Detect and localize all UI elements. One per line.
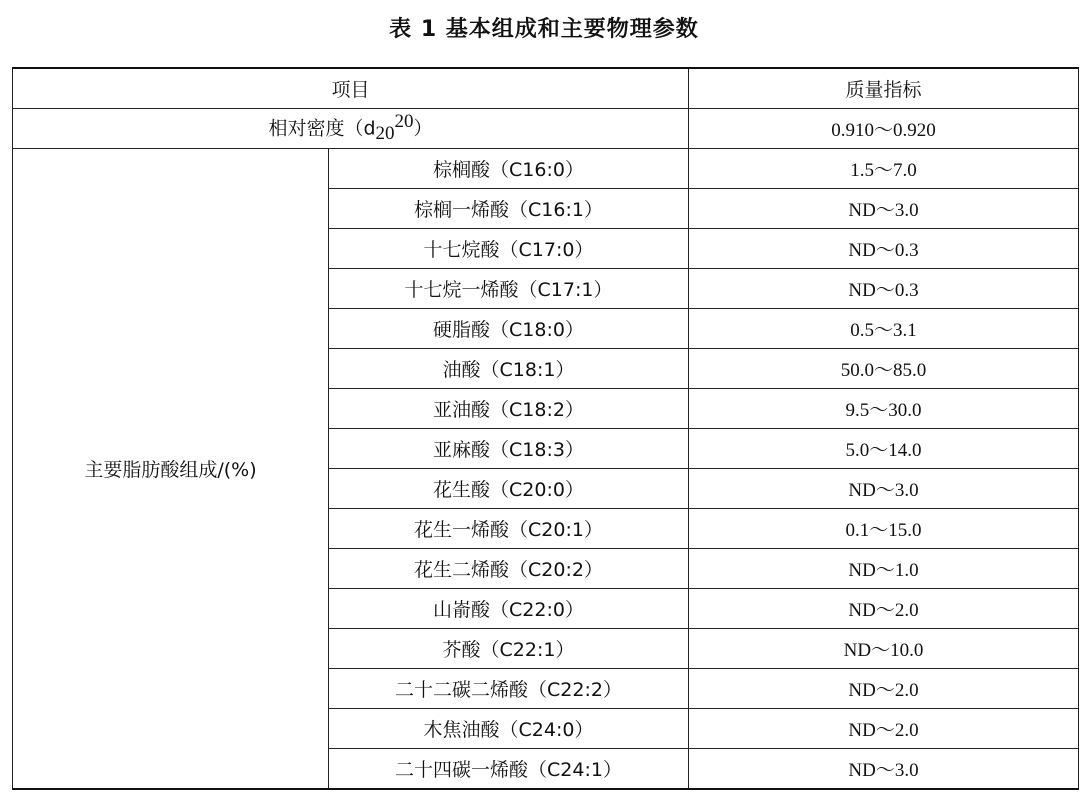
fatty-acid-name: 棕榈一烯酸（C16:1） xyxy=(329,189,689,229)
fatty-acid-value: ND～3.0 xyxy=(689,469,1079,509)
fatty-acid-value: ND～0.3 xyxy=(689,269,1079,309)
fatty-acid-name: 花生一烯酸（C20:1） xyxy=(329,509,689,549)
fatty-acid-value: ND～3.0 xyxy=(689,189,1079,229)
table-row xyxy=(13,149,1079,189)
density-value: 0.910～0.920 xyxy=(689,109,1079,149)
density-row xyxy=(13,109,1079,149)
fatty-acid-name: 棕榈酸（C16:0） xyxy=(329,149,689,189)
fatty-acid-name: 十七烷一烯酸（C17:1） xyxy=(329,269,689,309)
fatty-acid-name: 亚麻酸（C18:3） xyxy=(329,429,689,469)
fatty-acid-name: 硬脂酸（C18:0） xyxy=(329,309,689,349)
density-label-sup: 20 xyxy=(394,111,414,133)
header-row xyxy=(13,68,1079,109)
fatty-acid-name: 木焦油酸（C24:0） xyxy=(329,709,689,749)
density-label-suffix: ） xyxy=(413,117,433,140)
fatty-acid-name: 亚油酸（C18:2） xyxy=(329,389,689,429)
fatty-acid-value: ND～1.0 xyxy=(689,549,1079,589)
header-item: 项目 xyxy=(13,68,689,109)
fatty-acid-value: ND～0.3 xyxy=(689,229,1079,269)
fatty-acid-value: 5.0～14.0 xyxy=(689,429,1079,469)
fatty-acid-name: 二十二碳二烯酸（C22:2） xyxy=(329,669,689,709)
fatty-acid-value: ND～10.0 xyxy=(689,629,1079,669)
fatty-acid-value: ND～2.0 xyxy=(689,669,1079,709)
table-title: 表 1 基本组成和主要物理参数 xyxy=(389,17,699,42)
specification-table xyxy=(12,67,1079,790)
fatty-acid-value: 1.5～7.0 xyxy=(689,149,1079,189)
fatty-acid-name: 十七烷酸（C17:0） xyxy=(329,229,689,269)
fatty-acid-name: 二十四碳一烯酸（C24:1） xyxy=(329,749,689,790)
fatty-acid-value: ND～2.0 xyxy=(689,709,1079,749)
header-quality: 质量指标 xyxy=(689,68,1079,109)
density-label-sub: 20 xyxy=(375,123,395,145)
fatty-acid-name: 花生二烯酸（C20:2） xyxy=(329,549,689,589)
fatty-acid-name: 山嵛酸（C22:0） xyxy=(329,589,689,629)
fatty-acid-value: 9.5～30.0 xyxy=(689,389,1079,429)
fatty-acid-value: 50.0～85.0 xyxy=(689,349,1079,389)
fatty-acid-value: ND～3.0 xyxy=(689,749,1079,790)
fatty-acid-name: 油酸（C18:1） xyxy=(329,349,689,389)
density-label xyxy=(13,109,689,149)
fatty-acid-name: 花生酸（C20:0） xyxy=(329,469,689,509)
fatty-acid-value: 0.5～3.1 xyxy=(689,309,1079,349)
density-label-prefix: 相对密度（d xyxy=(268,117,376,140)
fatty-acid-value: ND～2.0 xyxy=(689,589,1079,629)
fatty-acid-value: 0.1～15.0 xyxy=(689,509,1079,549)
fatty-acid-name: 芥酸（C22:1） xyxy=(329,629,689,669)
group-label: 主要脂肪酸组成/(%) xyxy=(13,149,329,790)
